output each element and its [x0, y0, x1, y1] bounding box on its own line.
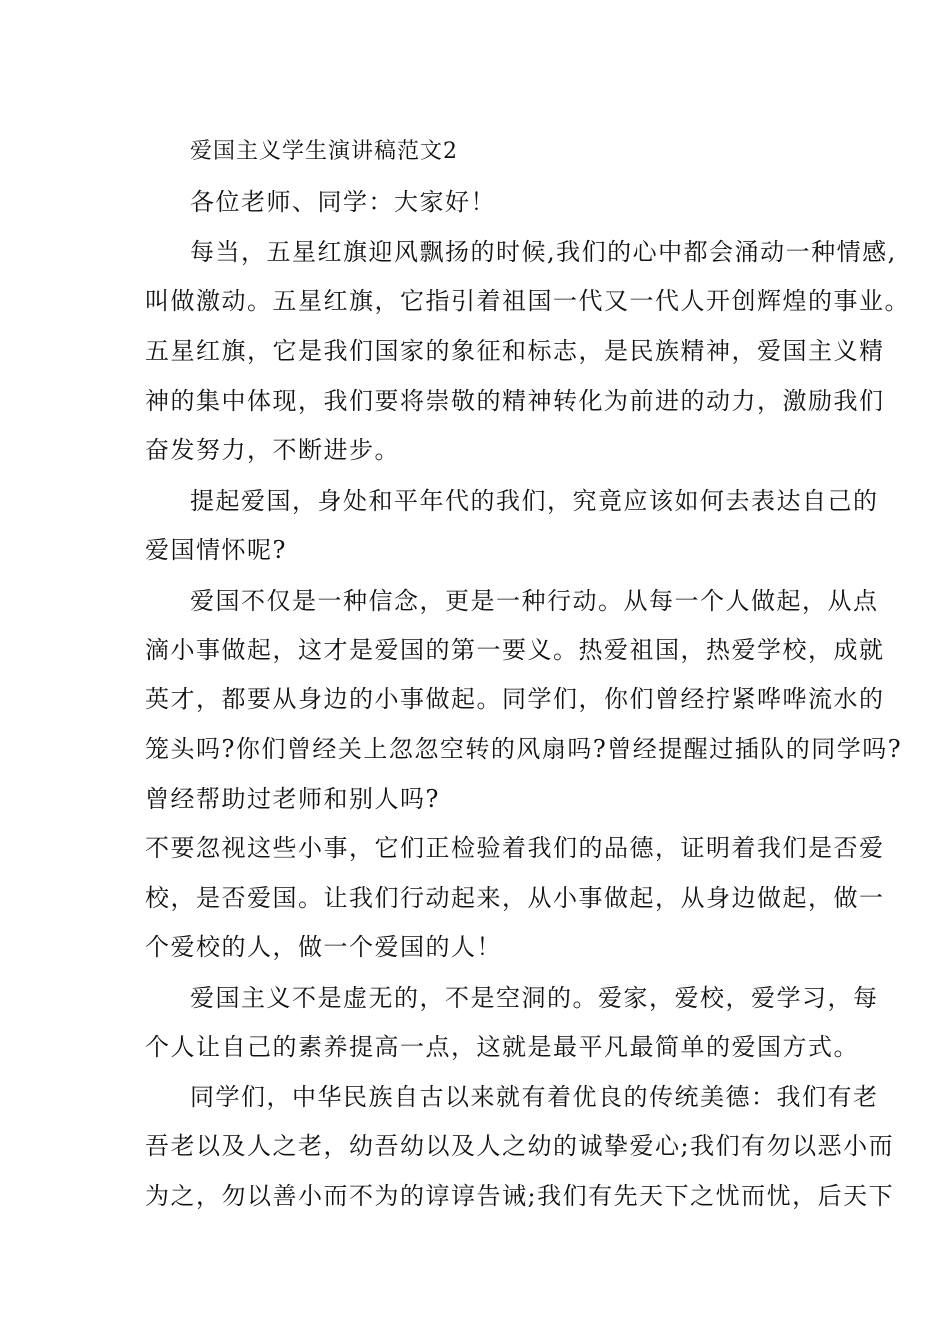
- paragraph-line: 英才，都要从身边的小事做起。同学们，你们曾经拧紧哗哗流水的: [145, 685, 885, 713]
- paragraph-line: 爱国主义不是虚无的，不是空洞的。爱家，爱校，爱学习，每: [190, 984, 879, 1012]
- paragraph-line: 滴小事做起，这才是爱国的第一要义。热爱祖国，热爱学校，成就: [145, 636, 885, 664]
- paragraph-line: 校，是否爱国。让我们行动起来，从小事做起，从身边做起，做一: [145, 884, 885, 912]
- paragraph-line: 个爱校的人，做一个爱国的人！: [145, 933, 502, 961]
- paragraph-line: 奋发努力，不断进步。: [145, 436, 400, 464]
- paragraph-line: 笼头吗?你们曾经关上忽忽空转的风扇吗?曾经提醒过插队的同学吗?: [145, 735, 903, 763]
- paragraph-line: 个人让自己的素养提高一点，这就是最平凡最简单的爱国方式。: [145, 1033, 859, 1061]
- paragraph-line: 叫做激动。五星红旗，它指引着祖国一代又一代人开创辉煌的事业。: [145, 287, 910, 315]
- paragraph-line: 神的集中体现，我们要将崇敬的精神转化为前进的动力，激励我们: [145, 387, 885, 415]
- paragraph-line: 爱国情怀呢?: [145, 536, 287, 564]
- document-title: 爱国主义学生演讲稿范文2: [190, 139, 458, 164]
- paragraph-line: 吾老以及人之老，幼吾幼以及人之幼的诚挚爱心;我们有勿以恶小而: [145, 1132, 895, 1160]
- paragraph-line: 曾经帮助过老师和别人吗?: [145, 785, 440, 813]
- paragraph-line: 不要忽视这些小事，它们正检验着我们的品德，证明着我们是否爱: [145, 834, 885, 862]
- salutation: 各位老师、同学：大家好！: [190, 188, 496, 216]
- paragraph-line: 五星红旗，它是我们国家的象征和标志，是民族精神，爱国主义精: [145, 337, 885, 365]
- paragraph-line: 爱国不仅是一种信念，更是一种行动。从每一个人做起，从点: [190, 587, 879, 615]
- paragraph-line: 同学们，中华民族自古以来就有着优良的传统美德：我们有老: [190, 1083, 879, 1111]
- paragraph-line: 提起爱国，身处和平年代的我们，究竟应该如何去表达自己的: [190, 487, 879, 515]
- paragraph-line: 为之，勿以善小而不为的谆谆告诫;我们有先天下之忧而忧，后天下: [145, 1182, 895, 1210]
- paragraph-line: 每当，五星红旗迎风飘扬的时候,我们的心中都会涌动一种情感,: [190, 238, 897, 266]
